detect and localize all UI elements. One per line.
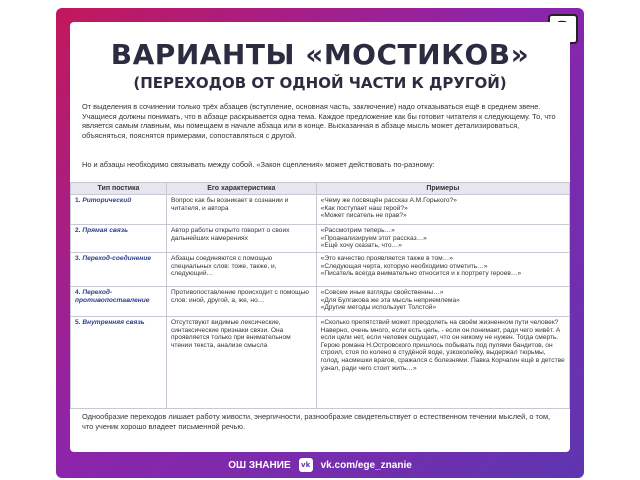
table-row: [71, 225, 570, 253]
example-line: «Это качество проявляется также в том…»: [320, 255, 453, 262]
page-title: ВАРИАНТЫ «МОСТИКОВ»: [110, 38, 530, 71]
example-line: «Следующая черта, которую необходимо отметить…»: [320, 262, 488, 270]
bridge-type: [71, 287, 167, 317]
example-line: «Проанализируем этот рассказ…»: [320, 234, 427, 242]
table-header-row: [71, 183, 570, 195]
bridge-examples: [316, 253, 569, 287]
bridges-table: [70, 182, 570, 409]
bridge-description: Отсутствуют видимые лексические, синтаксические признаки связи. Она проявляется только при внимательном чтении текста, анализе смысла: [166, 317, 316, 409]
bridge-type: [71, 253, 167, 287]
bridge-type-label: Риторический: [82, 197, 132, 204]
row-number: 3.: [75, 255, 81, 262]
bridge-type: [71, 195, 167, 225]
bridge-type-label: Прямая связь: [82, 227, 128, 234]
bridge-type-label: Внутренняя связь: [82, 319, 145, 326]
bridge-examples: [316, 287, 569, 317]
bridge-examples: [316, 225, 569, 253]
bridge-description: Вопрос как бы возникает в сознании и читателя, и автора: [166, 195, 316, 225]
vk-icon: vk: [299, 458, 313, 472]
bridge-description: Противопоставление происходит с помощью слов: иной, другой, а, же, но…: [166, 287, 316, 317]
outro-paragraph: Однообразие переходов лишает работу живости, энергичности, разнообразие свидетельствует о естественном течении мыслей, о том, что ученик хорошо владеет письменной речью.: [82, 412, 551, 431]
footer: [70, 452, 570, 478]
intro-paragraph: От выделения в сочинении только трёх абзацев (вступление, основная часть, заключение) надо отказываться ещё в среднем звене. Учащиеся должны понимать, что в абзаце раскрывается одна тема. Каждое предложение как бы готовит читателя к следующему. То, что является самым главным, мы помещаем в начале абзаца или в конце. Высказанная в абзаце мысль может детализироваться, объясняться, пояснятся примерами, сопоставляться с другой.: [82, 102, 556, 140]
row-number: 1.: [75, 197, 81, 204]
bridge-description: Автор работы открыто говорит о своих дальнейших намерениях: [166, 225, 316, 253]
example-line: «Чему же посвящён рассказ А.М.Горького?»: [320, 197, 457, 204]
table-row: [71, 317, 570, 409]
row-number: 2.: [75, 227, 81, 234]
bridge-examples: [316, 195, 569, 225]
header-description: Его характеристика: [166, 183, 316, 195]
example-line: «Рассмотрим теперь…»: [320, 227, 395, 234]
bridge-type: [71, 225, 167, 253]
example-line: «Ещё хочу сказать, что…»: [320, 242, 402, 250]
table-row: [71, 253, 570, 287]
table-row: [71, 287, 570, 317]
bridge-examples: [316, 317, 569, 409]
header-examples: Примеры: [316, 183, 569, 195]
example-line: «Писатель всегда внимательно относится и к портрету героев…»: [320, 270, 522, 278]
example-line: «Другие методы использует Толстой»: [320, 304, 437, 312]
header-type: Тип постика: [71, 183, 167, 195]
row-number: 4.: [75, 289, 81, 296]
example-line: «Для Булгакова же эта мысль неприемлема»: [320, 296, 460, 304]
intro-paragraph-2: Но и абзацы необходимо связывать между собой. «Закон сцепления» может действовать по-разному:: [82, 160, 435, 169]
example-line: «Совсем иные взгляды свойственны…»: [320, 289, 444, 296]
footer-link[interactable]: vk.com/ege_znanie: [320, 459, 412, 471]
bridge-type-label: Переход-соединение: [82, 255, 152, 262]
content-card: [70, 22, 570, 452]
footer-brand: ОШ ЗНАНИЕ: [228, 459, 291, 471]
example-line: «Может писатель не прав?»: [320, 212, 407, 220]
bridge-type-label: Переход-противопоставление: [75, 289, 150, 304]
example-line: «Сколько препятствий может преодолеть на своём жизненном пути человек? Наверно, очень много, если есть цель, - если он понимает, ради чего живёт. А если цели нет, если человек ощущает, что он никому не нужен. Тогда смерть. Герою романа Н.Островского пришлось побывать под пулями бандитов, он строил, стоя по колено в студёной воде, узкоколейку, выдержал тюрьмы, голод, насмешки врагов, сражался с болезнями. Павка Корчагин ещё в детстве узнал, ради чего стоит жить…»: [320, 319, 565, 372]
row-number: 5.: [75, 319, 81, 326]
bridge-description: Абзацы соединяются с помощью специальных слов: тоже, также, и, следующий…: [166, 253, 316, 287]
bridge-type: [71, 317, 167, 409]
table-row: [71, 195, 570, 225]
example-line: «Как поступает наш герой?»: [320, 204, 408, 212]
page-subtitle: (ПЕРЕХОДОВ ОТ ОДНОЙ ЧАСТИ К ДРУГОЙ): [133, 74, 507, 92]
